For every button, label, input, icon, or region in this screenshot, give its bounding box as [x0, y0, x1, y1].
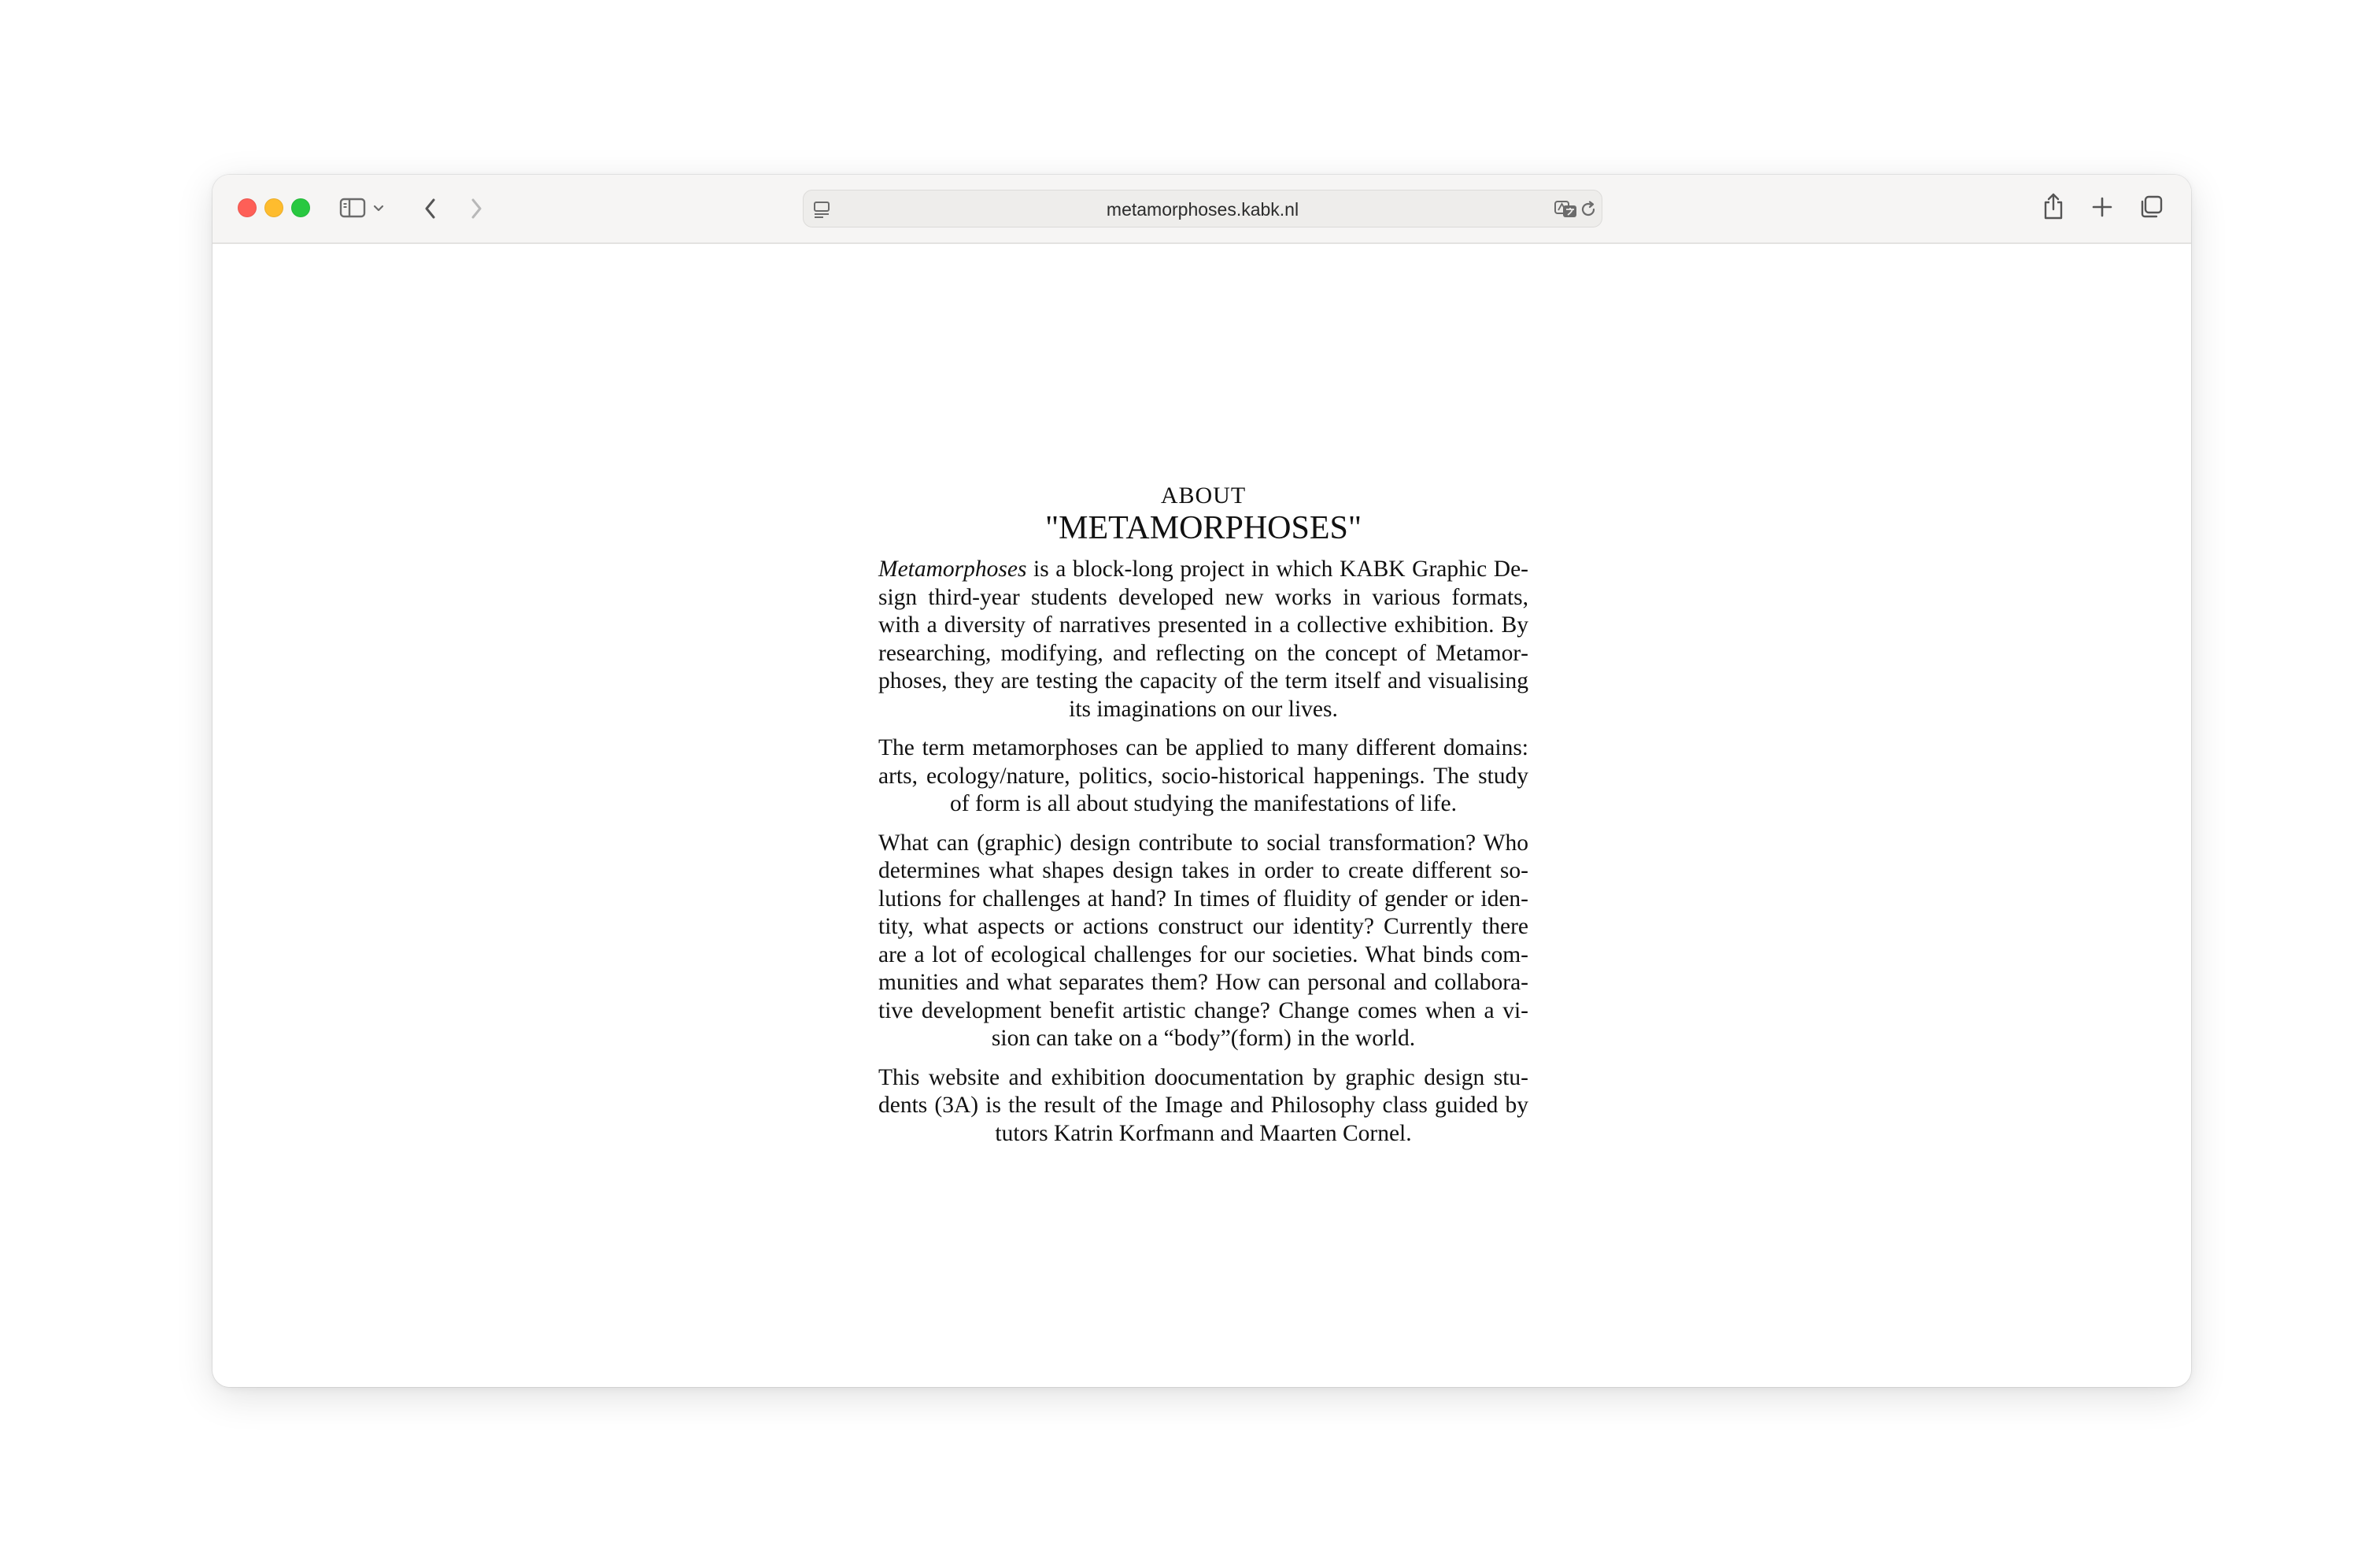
- about-kicker: ABOUT: [1160, 483, 1247, 509]
- about-paragraph-1: [878, 556, 1528, 723]
- new-tab-button[interactable]: [2089, 194, 2116, 220]
- page-content: [213, 244, 2191, 1387]
- sidebar-menu-button[interactable]: [371, 200, 386, 216]
- address-bar[interactable]: [803, 190, 1602, 227]
- about-paragraph-3: What can (graphic) design contribute to social transformation? Who determines what shapes design takes in order to create different solutions for challenges at hand? In times of fluidity of gender or identity, what aspects or actions construct our identity? Currently there are a lot of ecological challenges for our societies. What binds communities and what separates them? How can personal and collaborative development benefit artistic change? Change comes when a vision can take on a “body”(form) in the world.: [878, 830, 1528, 1051]
- chevron-right-icon: [468, 197, 484, 220]
- url-text[interactable]: metamorphoses.kabk.nl: [1106, 199, 1299, 220]
- zoom-window-button[interactable]: [291, 198, 310, 217]
- back-button[interactable]: [419, 195, 442, 222]
- project-name: Metamorphoses: [878, 557, 1027, 582]
- share-icon: [2042, 192, 2064, 220]
- reload-button[interactable]: [1578, 199, 1598, 220]
- tab-overview-button[interactable]: [2138, 194, 2164, 220]
- tab-overview-icon: [2138, 194, 2164, 220]
- browser-window: [213, 175, 2191, 1387]
- close-window-button[interactable]: [238, 198, 257, 217]
- about-paragraph-1-text: is a block-long project in which KABK Graphic Design third-year students developed new works in various formats, with a diversity of narratives presented in a collective exhibition. By researching, modifying, and reflecting on the concept of Metamorphoses, they are testing the capacity of the term itself and visualising its imaginations on our lives.: [878, 557, 1528, 722]
- reload-icon: [1579, 200, 1598, 219]
- sidebar-icon: [339, 197, 366, 219]
- about-paragraph-4: This website and exhibition doocumentation by graphic design students (3A) is the result of the Image and Philosophy class guided by tutors Katrin Korfmann and Maarten Cornel.: [878, 1064, 1528, 1146]
- forward-button[interactable]: [464, 195, 488, 222]
- about-section: [878, 483, 1528, 1148]
- browser-toolbar: [213, 175, 2191, 244]
- minimize-window-button[interactable]: [264, 198, 283, 217]
- page-title: "METAMORPHOSES": [1045, 510, 1362, 546]
- translate-icon: [1554, 199, 1578, 220]
- translate-button[interactable]: [1554, 198, 1578, 220]
- sidebar-toggle-button[interactable]: [338, 195, 367, 220]
- share-button[interactable]: [2040, 190, 2067, 222]
- chevron-down-icon: [373, 204, 384, 212]
- chevron-left-icon: [423, 197, 438, 220]
- plus-icon: [2091, 196, 2113, 218]
- about-paragraph-2: The term metamorphoses can be applied to many different domains: arts, ecology/nature, politics, socio-historical happenings. The study of form is all about studying the manifestations of life.: [878, 735, 1528, 816]
